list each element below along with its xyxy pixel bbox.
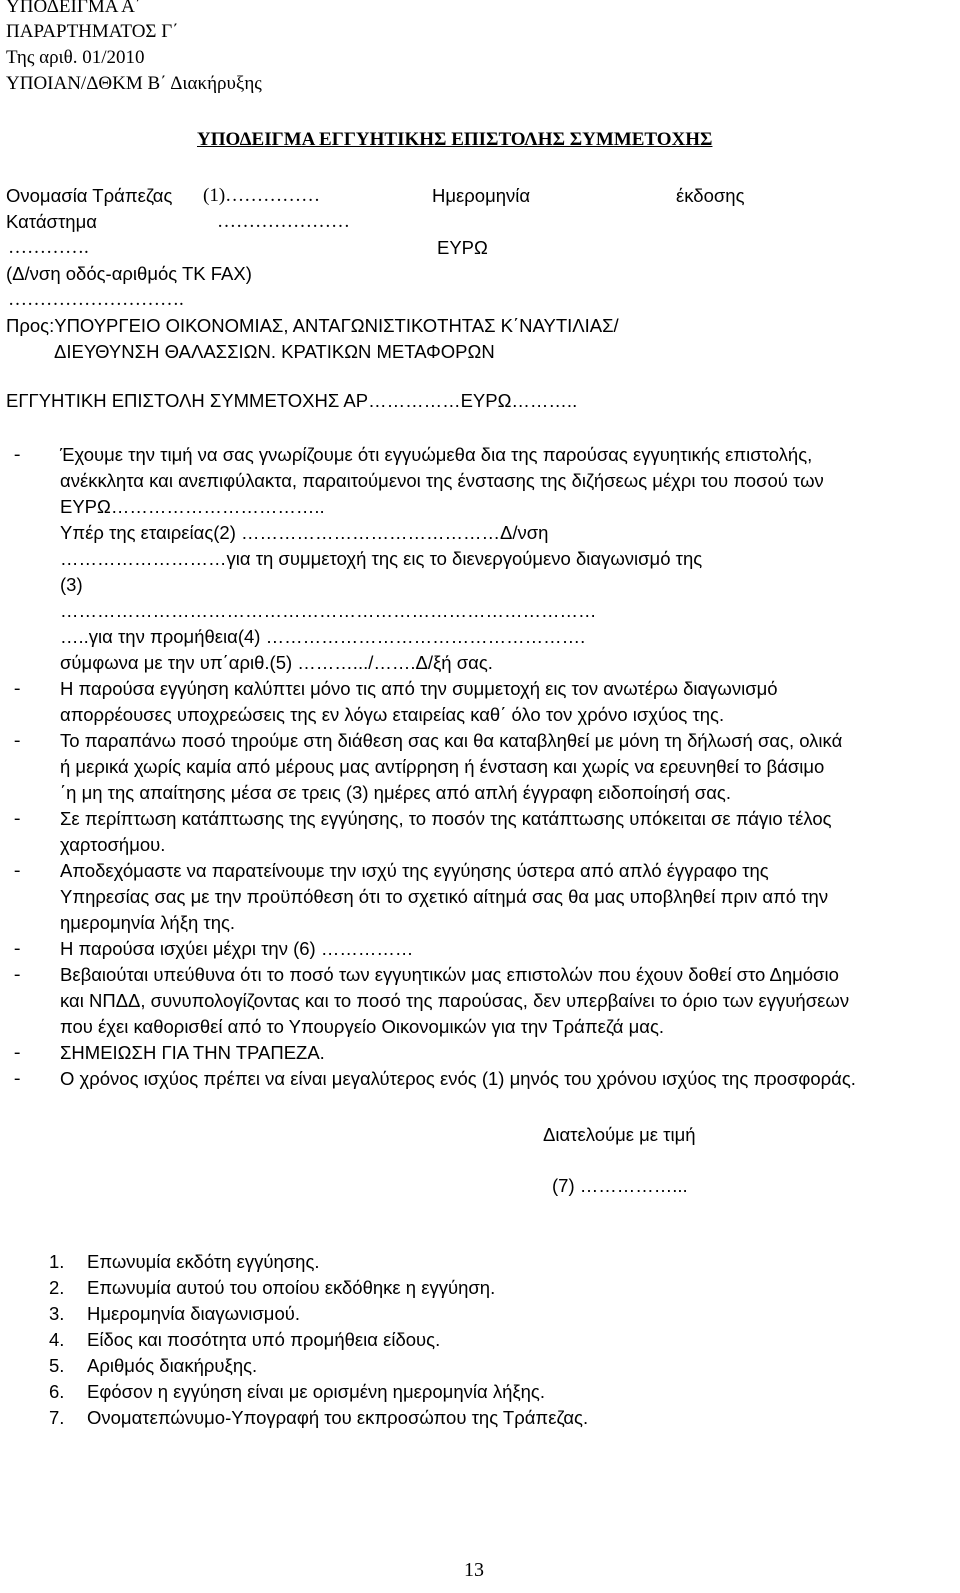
note-number: 7.	[49, 1407, 65, 1428]
note-number: 6.	[49, 1381, 65, 1402]
paragraph-line: Ο χρόνος ισχύος πρέπει να είναι μεγαλύτερος ενός (1) μηνός του χρόνου ισχύος της προσφοράς.	[60, 1068, 856, 1089]
note-text: Επωνυμία αυτού του οποίου εκδόθηκε η εγγύηση.	[87, 1277, 496, 1298]
euro-label: ΕΥΡΩ	[437, 237, 488, 258]
note-text: Ονοματεπώνυμο-Υπογραφή του εκπροσώπου της Τράπεζας.	[87, 1407, 589, 1428]
note-number: 4.	[49, 1329, 65, 1350]
bullet-dash: -	[14, 1042, 21, 1063]
bullet-dash: -	[14, 444, 21, 465]
closing-regards: Διατελούμε με τιμή	[543, 1124, 696, 1145]
issue-label: έκδοσης	[676, 185, 745, 206]
paragraph-line: σύμφωνα με την υπ΄αριθ.(5) ……….../…….Δ/ξή σας.	[60, 652, 493, 673]
letter-number-line: ΕΓΓΥΗΤΙΚΗ ΕΠΙΣΤΟΛΗ ΣΥΜΜΕΤΟΧΗΣ ΑΡ……………ΕΥΡΩ………..	[6, 390, 578, 411]
paragraph-line: Αποδεχόμαστε να παρατείνουμε την ισχύ της εγγύησης ύστερα από απλό έγγραφο της	[60, 860, 769, 881]
note-number: 3.	[49, 1303, 65, 1324]
paragraph-line: ……………………………………………………………………………	[60, 600, 597, 621]
paragraph-line: ή μερικά χωρίς καμία από μέρους μας αντίρρηση ή ένσταση και χωρίς να ερευνηθεί το βάσιμο	[60, 756, 825, 777]
paragraph-line: ανέκκλητα και ανεπιφύλακτα, παραιτούμενοι της ένστασης της διζήσεως μέχρι του ποσού των	[60, 470, 824, 491]
bank-name-field: (1)……………	[203, 185, 321, 206]
paragraph-line: ΕΥΡΩ……………………………..	[60, 496, 325, 517]
bullet-dash: -	[14, 938, 21, 959]
note-text: Είδος και ποσότητα υπό προμήθεια είδους.	[87, 1329, 441, 1350]
paragraph-line: Έχουμε την τιμή να σας γνωρίζουμε ότι εγγυώμεθα δια της παρούσας εγγυητικής επιστολής,	[60, 444, 813, 465]
paragraph-line: χαρτοσήμου.	[60, 834, 166, 855]
bullet-dash: -	[14, 730, 21, 751]
paragraph-line: Υπέρ της εταιρείας(2) ……………………………………Δ/νση	[60, 522, 549, 543]
header-line-3: Της αριθ. 01/2010	[6, 47, 145, 68]
bank-name-label: Ονομασία Τράπεζας	[6, 185, 173, 206]
paragraph-line: απορρέουσες υποχρεώσεις της εν λόγω εταιρείας καθ΄ όλο τον χρόνο ισχύος της.	[60, 704, 725, 725]
paragraph-line: (3)	[60, 574, 83, 595]
paragraph-line: Βεβαιούται υπεύθυνα ότι το ποσό των εγγυητικών μας επιστολών που έχουν δοθεί στο Δημόσιο	[60, 964, 839, 985]
paragraph-line: Υπηρεσίας σας με την προϋπόθεση ότι το σχετικό αίτημά σας θα μας υποβληθεί πριν από την	[60, 886, 829, 907]
paragraph-line: ΄η μη της απαίτησης μέσα σε τρεις (3) ημέρες από απλή έγγραφη ειδοποίησή σας.	[60, 782, 731, 803]
header-line-1: ΥΠΟΔΕΙΓΜΑ Α΄	[6, 0, 142, 17]
note-number: 1.	[49, 1251, 65, 1272]
paragraph-line: ………………………για τη συμμετοχή της εις το διενεργούμενο διαγωνισμό της	[60, 548, 703, 569]
paragraph-line: Το παραπάνω ποσό τηρούμε στη διάθεση σας και θα καταβληθεί με μόνη τη δήλωσή σας, ολικά	[60, 730, 843, 751]
bullet-dash: -	[14, 964, 21, 985]
bullet-dash: -	[14, 1068, 21, 1089]
recipient-line-2: ΔΙΕΥΘΥΝΣΗ ΘΑΛΑΣΣΙΩΝ. ΚΡΑΤΙΚΩΝ ΜΕΤΑΦΟΡΩΝ	[54, 341, 495, 362]
issue-date-label: Ημερομηνία	[432, 185, 531, 206]
paragraph-line: ημερομηνία λήξη της.	[60, 912, 236, 933]
note-number: 2.	[49, 1277, 65, 1298]
bullet-dash: -	[14, 860, 21, 881]
bullet-dash: -	[14, 808, 21, 829]
page-number: 13	[464, 1559, 484, 1581]
bullet-dash: -	[14, 678, 21, 699]
address-label: (Δ/νση οδός-αριθμός ΤΚ FAX)	[6, 263, 252, 284]
note-text: Επωνυμία εκδότη εγγύησης.	[87, 1251, 320, 1272]
header-line-2: ΠΑΡΑΡΤΗΜΑΤΟΣ Γ΄	[6, 21, 179, 42]
note-text: Αριθμός διακήρυξης.	[87, 1355, 258, 1376]
note-text: Ημερομηνία διαγωνισμού.	[87, 1303, 301, 1324]
paragraph-line: ΣΗΜΕΙΩΣΗ ΓΙΑ ΤΗΝ ΤΡΑΠΕΖΑ.	[60, 1042, 325, 1063]
recipient-line-1: Προς:ΥΠΟΥΡΓΕΙΟ ΟΙΚΟΝΟΜΙΑΣ, ΑΝΤΑΓΩΝΙΣΤΙΚΟΤΗΤΑΣ Κ΄ΝΑΥΤΙΛΙΑΣ/	[6, 315, 619, 336]
paragraph-line: και ΝΠΔΔ, συνυπολογίζοντας και το ποσό της παρούσας, δεν υπερβαίνει το όριο των εγγυήσεων	[60, 990, 850, 1011]
paragraph-line: Η παρούσα ισχύει μέχρι την (6) ……………	[60, 938, 414, 959]
paragraph-line: Η παρούσα εγγύηση καλύπτει μόνο τις από την συμμετοχή εις τον ανωτέρω διαγωνισμό	[60, 678, 778, 699]
branch-field: …………………	[217, 211, 350, 232]
document-title: ΥΠΟΔΕΙΓΜΑ ΕΓΓΥΗΤΙΚΗΣ ΕΠΙΣΤΟΛΗΣ ΣΥΜΜΕΤΟΧΗΣ	[197, 129, 713, 150]
paragraph-line: …..για την προμήθεια(4) …………………………………………….	[60, 626, 586, 647]
header-line-4: ΥΠΟΙΑΝ/ΔΘΚΜ Β΄ Διακήρυξης	[6, 73, 262, 94]
signature-line: (7) ……………...	[552, 1175, 688, 1196]
note-text: Εφόσον η εγγύηση είναι με ορισμένη ημερομηνία λήξης.	[87, 1381, 545, 1402]
branch-label: Κατάστημα	[6, 211, 97, 232]
note-number: 5.	[49, 1355, 65, 1376]
paragraph-line: Σε περίπτωση κατάπτωσης της εγγύησης, το ποσόν της κατάπτωσης υπόκειται σε πάγιο τέλος	[60, 808, 832, 829]
dots-line-1: ………….	[8, 237, 89, 258]
paragraph-line: που έχει καθορισθεί από το Υπουργείο Οικονομικών για την Τράπεζά μας.	[60, 1016, 664, 1037]
dots-line-2: ……………………….	[8, 289, 184, 310]
